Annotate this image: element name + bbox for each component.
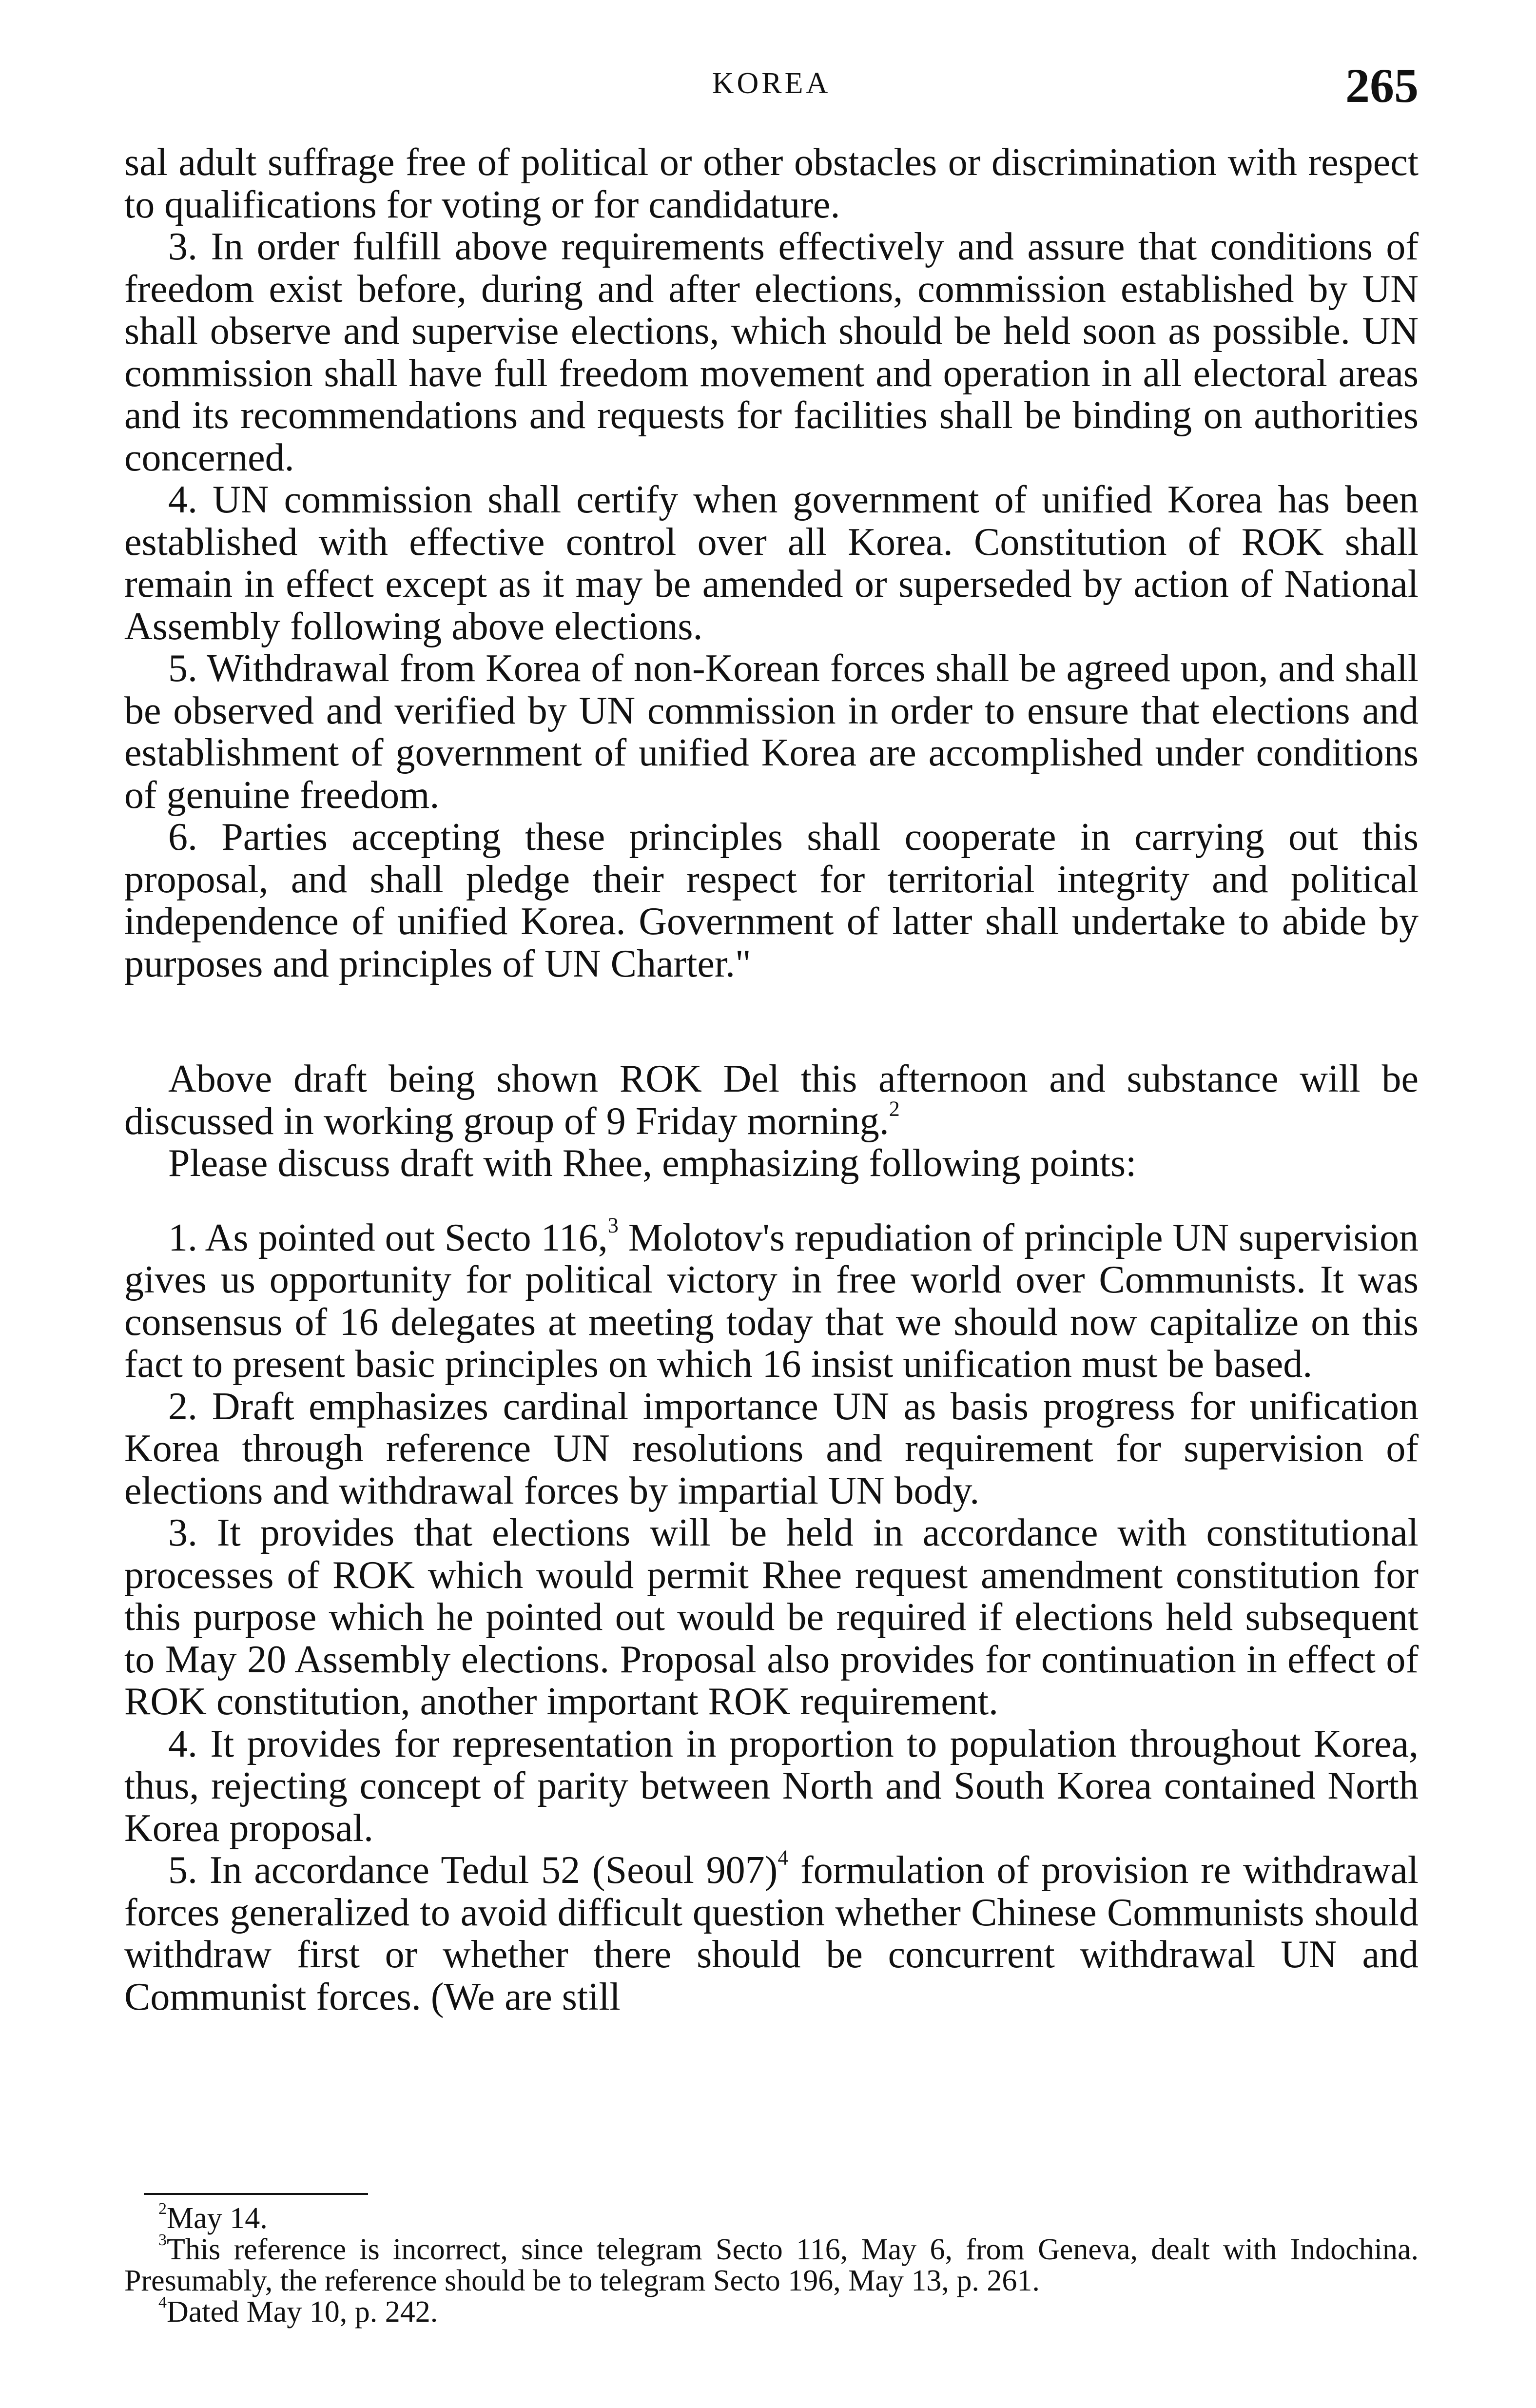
quoted-draft-continuation	[124, 141, 1419, 985]
footnotes	[124, 2193, 1419, 2328]
paragraph-principle-4: 4. UN commission shall certify when government of unified Korea has been established with effective control over all Korea. Constitution of ROK shall remain in effect except as it may be amended or superseded by action of National Assembly following above elections.	[124, 478, 1419, 648]
footnote-divider	[144, 2193, 368, 2195]
footnote-marker: 2	[158, 2200, 167, 2218]
paragraph-point-3: 3. It provides that elections will be held in accordance with constitutional processes of ROK which would permit Rhee request amendment constitution for this purpose which he pointed out would be required if elections held subsequent to May 20 Assembly elections. Proposal also provides for continuation in effect of ROK constitution, another important ROK requirement.	[124, 1511, 1419, 1723]
footnote-text: Dated May 10, p. 242.	[167, 2295, 438, 2329]
paragraph-point-5	[124, 1845, 1419, 2018]
page-number: 265	[1345, 59, 1419, 113]
footnote-ref: 3	[607, 1213, 619, 1237]
point-5-rest: formulation of provision re withdrawal forces generalized to avoid difficult question whether Chinese Communists should withdraw first or whether there should be concurrent withdrawal UN and Communist forces. (We are still	[124, 1849, 1419, 2018]
paragraph-continuation: sal adult suffrage free of political or other obstacles or discrimination with respect to qualifications for voting or for candidature.	[124, 141, 1419, 226]
paragraph-principle-3: 3. In order fulfill above requirements effectively and assure that conditions of freedom exist before, during and after elections, commission established by UN shall observe and supervise elections, which should be held soon as possible. UN commission shall have full freedom movement and operation in all electoral areas and its recommendations and requests for facilities shall be binding on authorities concerned.	[124, 225, 1419, 479]
point-5-lead: 5. In accordance Tedul 52 (Seoul 907)	[168, 1849, 778, 1892]
paragraph-point-2: 2. Draft emphasizes cardinal importance UN as basis progress for unification Korea through reference UN resolutions and requirement for supervision of elections and withdrawal forces by impartial UN body.	[124, 1385, 1419, 1512]
instructions-body	[124, 1058, 1419, 2018]
paragraph-above-draft	[124, 1058, 1419, 1142]
above-draft-text: Above draft being shown ROK Del this afternoon and substance will be discussed in working group of 9 Friday morning.	[124, 1057, 1419, 1143]
running-title: KOREA	[712, 67, 831, 100]
point-1-rest: Molotov's repudiation of principle UN supervision gives us opportunity for political victory in free world over Communists. It was consensus of 16 delegates at meeting today that we should now capitalize on this fact to present basic principles on which 16 insist unification must be based.	[124, 1216, 1419, 1386]
footnote-ref: 2	[889, 1096, 900, 1121]
point-1-lead: 1. As pointed out Secto 116,	[168, 1216, 608, 1259]
page-header	[124, 58, 1419, 111]
footnote-4	[124, 2293, 1419, 2329]
paragraph-please-discuss: Please discuss draft with Rhee, emphasizing following points:	[168, 1142, 1137, 1185]
paragraph-point-1	[124, 1213, 1419, 1386]
paragraph-point-4: 4. It provides for representation in proportion to population throughout Korea, thus, rejecting concept of parity between North and South Korea contained North Korea proposal.	[124, 1722, 1419, 1850]
footnote-text: May 14.	[167, 2202, 268, 2235]
footnote-3	[124, 2231, 1419, 2297]
footnote-ref: 4	[778, 1845, 789, 1870]
paragraph-principle-5: 5. Withdrawal from Korea of non-Korean forces shall be agreed upon, and shall be observed and verified by UN commission in order to ensure that elections and establishment of government of unified Korea are accomplished under conditions of genuine freedom.	[124, 647, 1419, 817]
footnote-marker: 4	[158, 2293, 167, 2312]
footnote-marker: 3	[158, 2231, 167, 2250]
footnote-2	[124, 2200, 1419, 2235]
footnote-text: This reference is incorrect, since telegram Secto 116, May 6, from Geneva, dealt with Indochina. Presumably, the reference should be to telegram Secto 196, May 13, p. 261.	[124, 2233, 1419, 2297]
paragraph-principle-6: 6. Parties accepting these principles shall cooperate in carrying out this proposal, and shall pledge their respect for territorial integrity and political independence of unified Korea. Government of latter shall undertake to abide by purposes and principles of UN Charter."	[124, 816, 1419, 985]
